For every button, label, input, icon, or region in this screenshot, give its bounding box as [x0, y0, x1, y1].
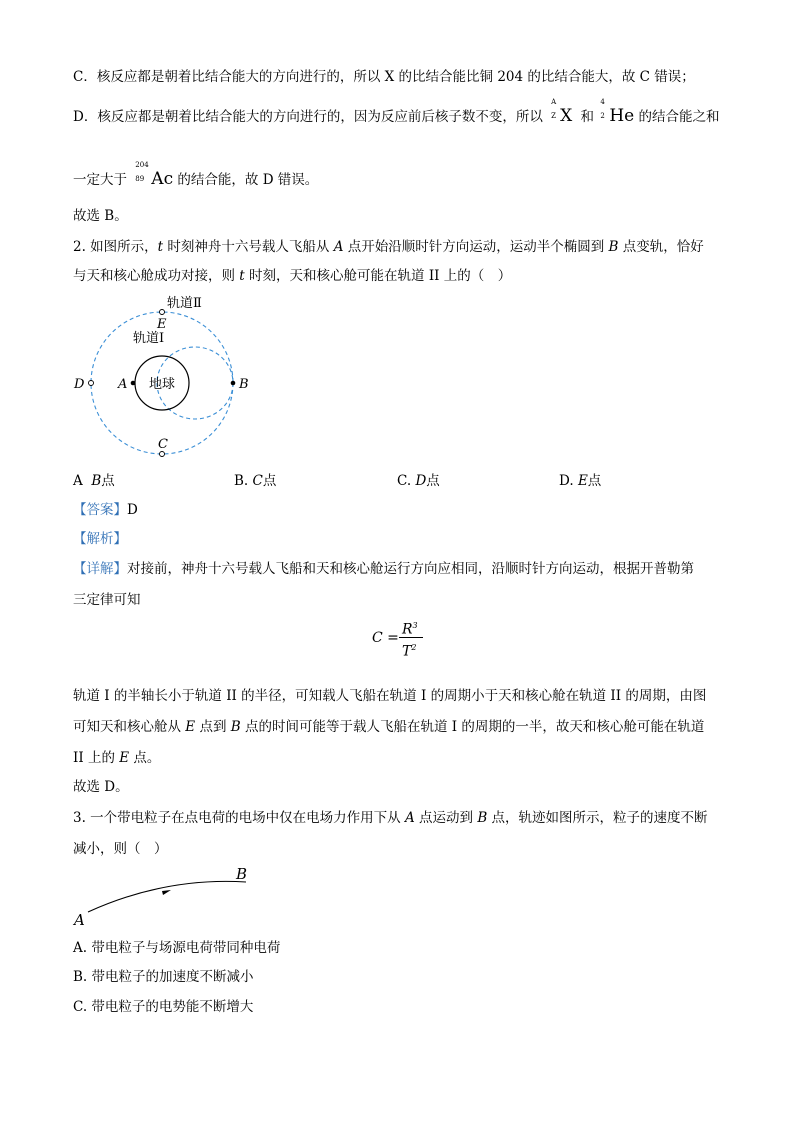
q2-option-b[interactable]: B. C点 — [234, 473, 277, 489]
point-c-marker — [160, 452, 165, 457]
nuclide-ac: 204 89 Ac — [135, 161, 174, 189]
q3-stem-line1: 3. 一个带电粒子在点电荷的电场中仅在电场力作用下从 A 点运动到 B 点，轨迹如图所示，粒子的速度不断 — [73, 810, 708, 826]
option-d-explanation: D．核反应都是朝着比结合能大的方向进行的，因为反应前后核子数不变，所以 A Z X 和 4 2 He 的结合能之和 — [73, 98, 720, 126]
q2-reason-line2: 可知天和核心舱从 E 点到 B 点的时间可能等于载人飞船在轨道 I 的周期的一半，故天和核心舱可能在轨道 — [73, 719, 705, 735]
q2-option-c[interactable]: C. D点 — [397, 473, 440, 489]
q2-option-d[interactable]: D. E点 — [559, 473, 602, 489]
orbit-ii-label: 轨道Ⅱ — [167, 296, 202, 311]
q2-detail-line1: 【详解】对接前，神舟十六号载人飞船和天和核心舱运行方向应相同，沿顺时针方向运动，根据开普勒第 — [73, 561, 694, 577]
orbit-diagram — [70, 290, 270, 465]
q2-answer: 【答案】D — [73, 502, 138, 518]
q3-option-a[interactable]: A. 带电粒子与场源电荷带同种电荷 — [73, 940, 281, 956]
q2-stem-line1: 2. 如图所示，t 时刻神舟十六号载人飞船从 A 点开始沿顺时针方向运动，运动半个椭圆到 B 点变轨，恰好 — [73, 239, 704, 255]
selection-d: 故选 D。 — [73, 779, 129, 795]
point-c-label: C — [158, 437, 168, 452]
q2-reason-line3: II 上的 E 点。 — [73, 750, 161, 766]
point-d-label: D — [74, 377, 85, 392]
trajectory-curve — [88, 881, 246, 912]
q3-option-c[interactable]: C. 带电粒子的电势能不断增大 — [73, 999, 254, 1015]
q2-reason-line1: 轨道 I 的半轴长小于轨道 II 的半径，可知载人飞船在轨道 I 的周期小于天和核心舱在轨道 II 的周期，由图 — [73, 688, 707, 704]
point-b-label: B — [239, 377, 249, 392]
point-d-marker — [89, 381, 94, 386]
q2-option-a[interactable]: A B点 — [73, 473, 115, 489]
trajectory-diagram — [70, 862, 260, 932]
option-c-explanation: C．核反应都是朝着比结合能大的方向进行的，所以 X 的比结合能比铜 204 的比结合能大，故 C 错误； — [73, 69, 695, 85]
q2-analysis-tag: 【解析】 — [73, 531, 127, 547]
nuclide-x: A Z X — [551, 98, 573, 126]
q3-stem-line2: 减小，则（ ） — [73, 841, 168, 857]
point-e-marker — [160, 310, 165, 315]
earth-label: 地球 — [148, 377, 176, 392]
direction-arrow-icon — [162, 890, 171, 895]
orbit-i-label: 轨道Ⅰ — [133, 331, 165, 346]
point-b-marker — [231, 381, 236, 386]
q2-detail-line2: 三定律可知 — [73, 592, 141, 608]
nuclide-he: 4 2 He — [600, 98, 635, 126]
option-d-explanation-cont: 一定大于 204 89 Ac 的结合能，故 D 错误。 — [73, 161, 319, 189]
trajectory-label-a: A — [74, 911, 85, 929]
q3-option-b[interactable]: B. 带电粒子的加速度不断减小 — [73, 969, 254, 985]
point-a-marker — [131, 381, 136, 386]
point-e-label: E — [157, 317, 167, 332]
trajectory-label-b: B — [236, 865, 248, 883]
selection-b: 故选 B。 — [73, 208, 128, 224]
q2-stem-line2: 与天和核心舱成功对接，则 t 时刻，天和核心舱可能在轨道 II 上的（ ） — [73, 268, 512, 284]
point-a-label: A — [118, 377, 128, 392]
